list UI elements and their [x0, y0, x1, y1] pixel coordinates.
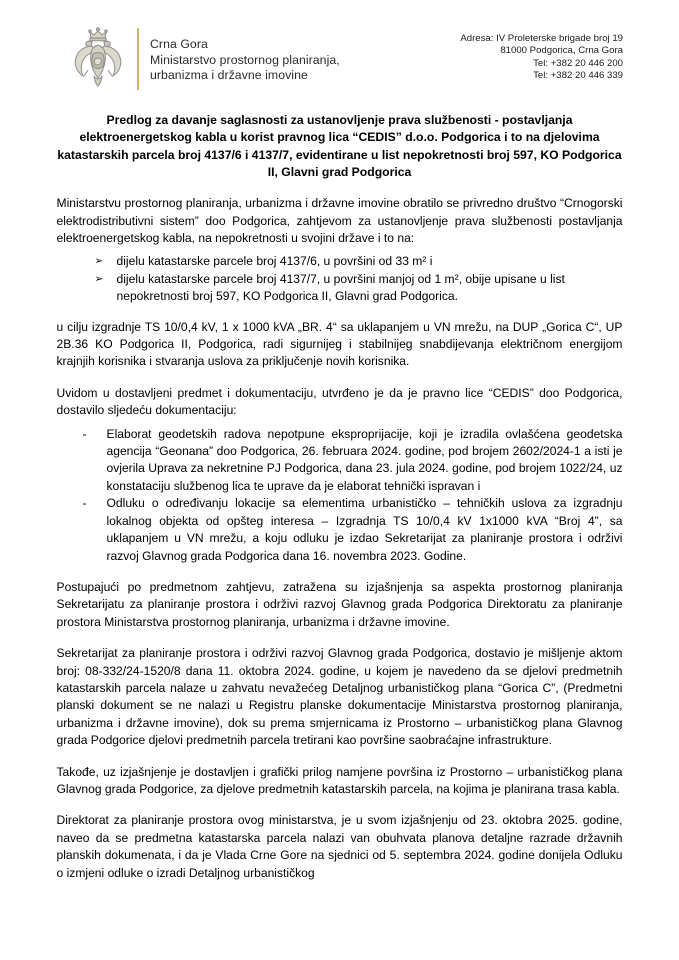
letterhead-organization-block	[68, 26, 340, 92]
dash-bullet-icon: -	[82, 496, 87, 511]
letterhead	[0, 0, 679, 92]
list-item-text: Elaborat geodetskih radova nepotpune eksproprijacije, koji je izradila ovlašćena geodetska agencija “Geonana” doo Podgorica, 26. februara 2024. godine, pod brojem 2602/2024-1 a isti je ovjerila Uprava za nekretnine PJ Podgorica, dana 23. jula 2024. godine, pod brojem 1022/24, uz konstataciju službenog lica te uprave da je elaborat tehnički ispravan i	[106, 426, 623, 493]
paragraph-procedure: Postupajući po predmetnom zahtjevu, zatražena su izjašnjenja sa aspekta prostornog planiranja Sekretarijatu za planiranje prostora i održivi razvoj Glavnog grada Podgorica Direktoratu za planiranje prostora Ministarstva prostornog planiranja, urbanizma i državne imovine.	[56, 579, 623, 629]
ministry-name-line2: urbanizma i državne imovine	[150, 68, 308, 83]
letterhead-divider	[137, 28, 139, 90]
list-item	[83, 426, 623, 496]
documentation-list	[57, 426, 623, 565]
contact-block	[460, 26, 623, 83]
paragraph-request-intro: Ministarstvu prostornog planiranja, urbanizma i državne imovine obratilo se privredno društvo “Crnogorski elektrodistributivni sistem” doo Podgorica, zahtjevom za ustanovljenje prava službenosti postavljanja elektroenergetskog kabla, na nepokretnosti u svojini države i to na:	[56, 196, 623, 245]
montenegro-coat-of-arms-icon	[68, 26, 128, 92]
list-item	[95, 253, 623, 270]
contact-tel-2: Tel: +382 20 446 339	[533, 70, 623, 82]
contact-address: Adresa: IV Proleterske brigade broj 19	[460, 33, 623, 44]
dash-bullet-icon: -	[82, 426, 87, 441]
paragraph-secretariat-opinion: Sekretarijat za planiranje prostora i održivi razvoj Glavnog grada Podgorica, dostavio je mišljenje aktom broj: 08-332/24-1520/8 dana 11. oktobra 2024. godine, u kojem je navedeno da se djelovi predmetnih katastarskih parcela nalaze u zahvatu nevažećeg Detaljnog urbanističkog plana “Gorica C”, (Predmetni planski dokument se ne nalazi u Registru planske dokumentacije Ministarstva prostornog planiranja, urbanizma i državne imovine), dok su prema smjernicama iz Prostorno – urbanističkog plana Glavnog grada Podgorice djelovi predmetnih parcela tretirani kao površine saobraćajne infrastrukture.	[56, 646, 623, 748]
list-item	[95, 271, 623, 306]
ministry-name-line1: Ministarstvo prostornog planiranja,	[150, 52, 340, 67]
document-title: Predlog za davanje saglasnosti za ustanovljenje prava službenosti - postavljanja elektroenergetskog kabla u korist pravnog lica “CEDIS” d.o.o. Podgorica i to na djelovima katastarskih parcela broj 4137/6 i 4137/7, evidentirane u list nepokretnosti broj 597, KO Podgorica II, Glavni grad Podgorica	[57, 113, 622, 179]
list-item-text: dijelu katastarske parcele broj 4137/7, u površini manjoj od 1 m², obije upisane u list nepokretnosti broj 597, KO Podgorica II, Glavni grad Podgorica.	[116, 271, 565, 304]
paragraph-directorate-opinion: Direktorat za planiranje prostora ovog ministarstva, je u svom izjašnjenju od 23. oktobra 2025. godine, naveo da se predmetna katastarska parcela nalazi van obuhvata planova detaljne razrade državnih planskih dokumenata, i da je Vlada Crne Gore na sjednici od 5. septembra 2024. godine donijela Odluku o izmjeni odluke o izradi Detaljnog urbanističkog	[56, 813, 623, 880]
paragraph-graphic-annex: Takođe, uz izjašnjenje je dostavljen i grafički prilog namjene površina iz Prostorno – urbanističkog plana Glavnog grada Podgorice, za djelove predmetnih katastarskih parcela, na kojima je planirana trasa kabla.	[56, 764, 623, 796]
contact-tel-1: Tel: +382 20 446 200	[533, 57, 623, 69]
list-item-text: Odluku o određivanju lokacije sa elementima urbanističko – tehničkih uslova za izgradnju lokalnog objekta od opšteg interesa – Izgradnja TS 10/0,4 kV 1x1000 kVA “Broj 4”, sa uklapanjem u VN mrežu, a koju odluku je izdao Sekretarijat za planiranje prostora i održivi razvoj Glavnog grada Podgorica dana 16. novembra 2023. Godine.	[106, 496, 623, 563]
parcel-list	[57, 253, 623, 305]
contact-city: 81000 Podgorica, Crna Gora	[500, 45, 623, 57]
arrow-bullet-icon: ➢	[94, 255, 104, 268]
paragraph-documentation-intro: Uvidom u dostavljeni predmet i dokumentaciju, utvrđeno je da je pravno lice “CEDIS” doo Podgorica, dostavilo sljedeću dokumentaciju:	[56, 385, 623, 418]
organization-names	[150, 34, 340, 84]
document-body	[57, 181, 623, 882]
country-name: Crna Gora	[150, 37, 208, 52]
paragraph-purpose: u cilju izgradnje TS 10/0,4 kV, 1 x 1000 kVA „BR. 4“ sa uklapanjem u VN mrežu, na DUP „Gorica C“, UP 2B.36 KO Podgorica II, Podgorica, radi sigurnijeg i stabilnijeg snabdijevanja električnom energijom krajnjih korisnika i stvaranja uslova za priključenje novih korisnika.	[56, 319, 623, 369]
list-item	[83, 495, 623, 565]
list-item-text: dijelu katastarske parcele broj 4137/6, u površini od 33 m² i	[116, 254, 433, 269]
arrow-bullet-icon: ➢	[94, 272, 104, 285]
